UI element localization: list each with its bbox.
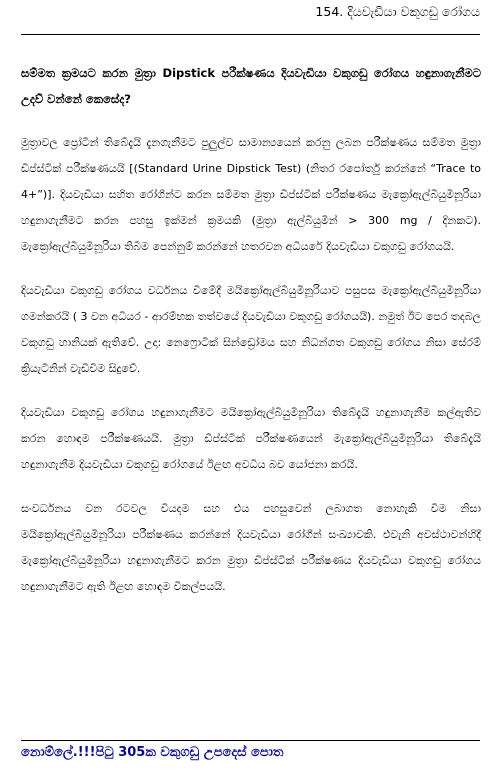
header-divider: [21, 34, 480, 35]
paragraph-4: සංවර්ධනය වන රටවල වියදම සහ එය පහසුවෙන් ලබාගත නොහැකි වීම නිසා මයික්‍රෝඇල්බියුමිනූරියා පරීක්ෂණය කරන්නේ දියවැඩියා රෝගීන් සංඛ්‍යාවකි. එවැනි අවස්ථාවන්හිදී මැක්‍රෝඇල්බියුමිනූරියා හඳුනාගැනීමට කරන මුත්‍රා ඩිප්ස්ටික් පරීක්ෂණය දියවැඩියා වකුගඩු රෝගය හඳුනාගැනීමට ඇති ඊළඟ හොඳම විකල්පයයි.: [21, 502, 481, 593]
footer-divider: [21, 740, 480, 741]
paragraph-2: දියවැඩියා වකුගඩු රෝගය වර්ධනය වීමේදී මයික්‍රෝඇල්බියුමිනූරියාව පසුපස මැක්‍රෝඇල්බියුමිනූරියා ගමන්කරයි ( 3 වන අධියර - ආරම්භක තත්වයේ දියවැඩියා වකුගඩු රෝගයයි). නමුත් ඊට පෙර තදබල වකුගඩු හානියක් ඇතිවේ. උදා: නෙෆ්‍රොටික් සින්ඩ්‍රෝමය සහ නිධන්ගත වකුගඩු රෝගය නිසා සේරම් ක්‍රියැටිනින් වැඩිවීම සිදුවේ.: [21, 284, 481, 375]
question-heading: සම්මත ක්‍රමයට කරන මුත්‍රා Dipstick පරීක්ෂණය දියවැඩියා වකුගඩු රෝගය හඳුනාගැනීමට උදව් වන්නේ කෙසේද?: [21, 66, 481, 106]
paragraph-1: මුත්‍රාවල ප්‍රෝටීන් තිබේදැයි දැනගැනීමට පුලුල්ව සාමාන්‍යයෙන් කරනු ලබන පරීක්ෂණය සම්මත මුත්‍රා ඩිප්ස්ටික් පරීක්ෂණයයි [(Standard Urine Dipstick Test) (නිතර රපෝර්තු කරන්නේ “Trace to 4+”)]. දියවැඩියා සහිත රෝගීන්ට කරන සම්මත මුත්‍රා ඩිප්ස්ටික් පරීක්ෂණය මැක්‍රෝඇල්බියුමිනූරියා හඳුනාගැනීමට කරන පහසු ඉක්මන් ක්‍රමයකි (මුත්‍රා ඇල්බියුමින් > 300 mg / දිනකට). මැක්‍රෝඇල්බියුමිනූරියා තිබීම පෙන්නුම් කරන්නේ හතරවන අධියරේ දියවැඩියා වකුගඩු රෝගයයි.: [21, 136, 481, 253]
page-body: [21, 60, 481, 600]
page-header: 154. දියවැඩියා වකුගඩු රෝගය: [315, 4, 480, 19]
footer-text: නොම්ලේ.!!!පිටු 305ක වකුගඩු උපදෙස් පොත: [21, 745, 284, 760]
paragraph-3: දියවැඩියා වකුගඩු රෝගය හඳුනාගැනීමට මයික්‍රෝඇල්බියුමිනූරියා තිබේදැයි හඳුනාගැනීම කල්ඇතිව කරන හොඳම පරීක්ෂණයයි. මුත්‍රා ඩිප්ස්ටික් පරීක්ෂණයෙන් මැක්‍රෝඇල්බියුමිනූරියා තිබේදැයි හඳුනාගැනීම දියවැඩියා වකුගඩු රෝගයේ ඊළඟ අවධිය බව යෝජනා කරයි.: [21, 406, 481, 471]
